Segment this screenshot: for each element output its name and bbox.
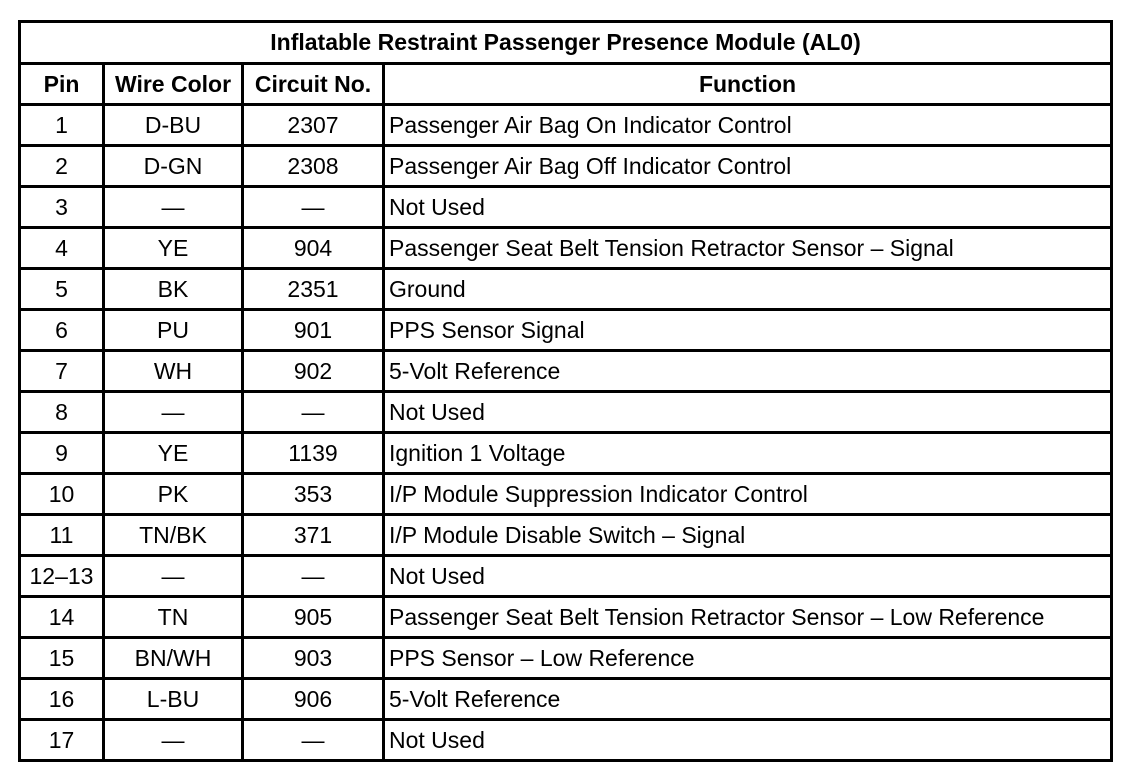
pin-cell: 9 [21, 434, 105, 475]
connector-pinout-table [18, 20, 1113, 762]
table-row [21, 475, 1113, 516]
circuit-cell: 1139 [244, 434, 385, 475]
circuit-cell: 906 [244, 680, 385, 721]
table-row [21, 352, 1113, 393]
wire-color-cell: D-BU [105, 106, 244, 147]
function-cell: Passenger Seat Belt Tension Retractor Sensor – Signal [385, 229, 1113, 270]
table-row [21, 393, 1113, 434]
table-row [21, 434, 1113, 475]
circuit-cell: 905 [244, 598, 385, 639]
function-cell: Passenger Air Bag On Indicator Control [385, 106, 1113, 147]
function-cell: I/P Module Disable Switch – Signal [385, 516, 1113, 557]
pin-cell: 2 [21, 147, 105, 188]
header-function: Function [385, 65, 1113, 106]
wire-color-cell: — [105, 188, 244, 229]
circuit-cell: — [244, 188, 385, 229]
table-header-row [21, 65, 1113, 106]
function-cell: 5-Volt Reference [385, 680, 1113, 721]
wire-color-cell: PK [105, 475, 244, 516]
function-cell: 5-Volt Reference [385, 352, 1113, 393]
function-cell: Passenger Seat Belt Tension Retractor Sensor – Low Reference [385, 598, 1113, 639]
wire-color-cell: YE [105, 434, 244, 475]
pin-cell: 7 [21, 352, 105, 393]
pin-cell: 5 [21, 270, 105, 311]
function-cell: Passenger Air Bag Off Indicator Control [385, 147, 1113, 188]
pin-cell: 10 [21, 475, 105, 516]
wire-color-cell: TN/BK [105, 516, 244, 557]
wire-color-cell: — [105, 393, 244, 434]
pin-cell: 11 [21, 516, 105, 557]
function-cell: Not Used [385, 557, 1113, 598]
pin-cell: 6 [21, 311, 105, 352]
table-row [21, 147, 1113, 188]
circuit-cell: — [244, 721, 385, 762]
wire-color-cell: — [105, 721, 244, 762]
pin-cell: 1 [21, 106, 105, 147]
circuit-cell: 2351 [244, 270, 385, 311]
table-row [21, 516, 1113, 557]
pin-cell: 16 [21, 680, 105, 721]
circuit-cell: 903 [244, 639, 385, 680]
table-title: Inflatable Restraint Passenger Presence Module (AL0) [21, 23, 1113, 65]
function-cell: PPS Sensor Signal [385, 311, 1113, 352]
function-cell: PPS Sensor – Low Reference [385, 639, 1113, 680]
wire-color-cell: WH [105, 352, 244, 393]
table-row [21, 639, 1113, 680]
circuit-cell: — [244, 393, 385, 434]
pin-cell: 15 [21, 639, 105, 680]
wire-color-cell: PU [105, 311, 244, 352]
circuit-cell: 904 [244, 229, 385, 270]
table-title-row [21, 23, 1113, 65]
function-cell: Not Used [385, 721, 1113, 762]
pin-cell: 17 [21, 721, 105, 762]
function-cell: I/P Module Suppression Indicator Control [385, 475, 1113, 516]
table-row [21, 229, 1113, 270]
circuit-cell: 902 [244, 352, 385, 393]
wire-color-cell: D-GN [105, 147, 244, 188]
wire-color-cell: TN [105, 598, 244, 639]
table-row [21, 557, 1113, 598]
pin-cell: 12–13 [21, 557, 105, 598]
wire-color-cell: L-BU [105, 680, 244, 721]
table-row [21, 188, 1113, 229]
function-cell: Not Used [385, 393, 1113, 434]
pin-cell: 14 [21, 598, 105, 639]
wire-color-cell: BN/WH [105, 639, 244, 680]
table-row [21, 598, 1113, 639]
table-row [21, 270, 1113, 311]
circuit-cell: 2307 [244, 106, 385, 147]
table-row [21, 721, 1113, 762]
wire-color-cell: — [105, 557, 244, 598]
pin-cell: 4 [21, 229, 105, 270]
circuit-cell: 2308 [244, 147, 385, 188]
table-row [21, 106, 1113, 147]
circuit-cell: — [244, 557, 385, 598]
header-circuit-no: Circuit No. [244, 65, 385, 106]
function-cell: Not Used [385, 188, 1113, 229]
circuit-cell: 371 [244, 516, 385, 557]
circuit-cell: 901 [244, 311, 385, 352]
pin-cell: 3 [21, 188, 105, 229]
header-pin: Pin [21, 65, 105, 106]
header-wire-color: Wire Color [105, 65, 244, 106]
wire-color-cell: BK [105, 270, 244, 311]
table-row [21, 311, 1113, 352]
wire-color-cell: YE [105, 229, 244, 270]
circuit-cell: 353 [244, 475, 385, 516]
table-row [21, 680, 1113, 721]
function-cell: Ignition 1 Voltage [385, 434, 1113, 475]
function-cell: Ground [385, 270, 1113, 311]
pin-cell: 8 [21, 393, 105, 434]
